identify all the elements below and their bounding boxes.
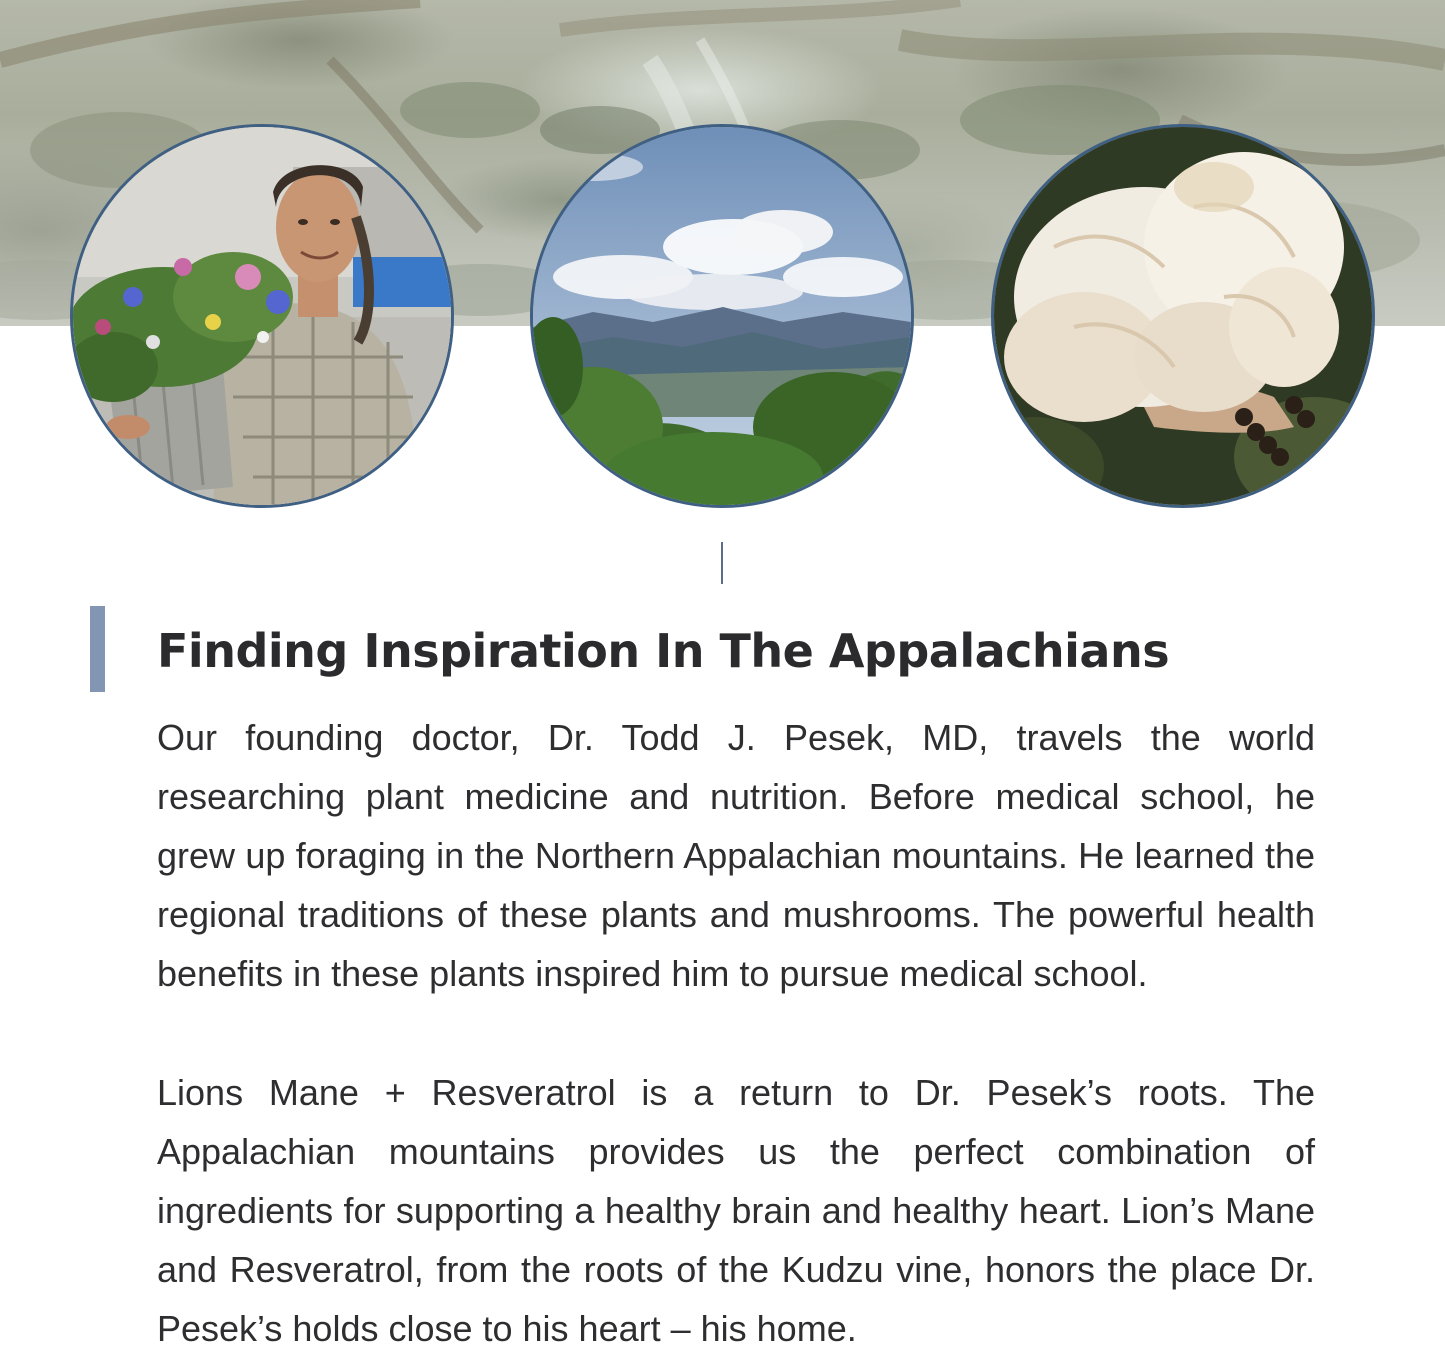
lions-mane-mushroom-photo xyxy=(991,124,1375,508)
section-title: Finding Inspiration In The Appalachians xyxy=(157,624,1170,678)
person-with-flowers-icon xyxy=(73,127,451,505)
heading-accent-bar xyxy=(90,606,105,692)
lions-mane-mushroom-icon xyxy=(994,127,1372,505)
body-paragraph-2: Lions Mane + Resveratrol is a return to Dr. Pesek’s roots. The Appalachian mountains provides us the perfect combination of ingredients for supporting a healthy brain and healthy heart. Lion’s Mane and Resveratrol, from the roots of the Kudzu vine, honors the place Dr. Pesek’s holds close to his heart – his home. xyxy=(157,1072,1315,1349)
founder-portrait-photo xyxy=(70,124,454,508)
mountain-view-icon xyxy=(533,127,911,505)
mountain-landscape-photo xyxy=(530,124,914,508)
section-divider xyxy=(721,542,723,584)
body-paragraph-1: Our founding doctor, Dr. Todd J. Pesek, MD, travels the world researching plant medicine and nutrition. Before medical school, he grew up foraging in the Northern Appalachian mountains. He learned the regional traditions of these plants and mushrooms. The powerful health benefits in these plants inspired him to pursue medical school. xyxy=(157,717,1315,994)
